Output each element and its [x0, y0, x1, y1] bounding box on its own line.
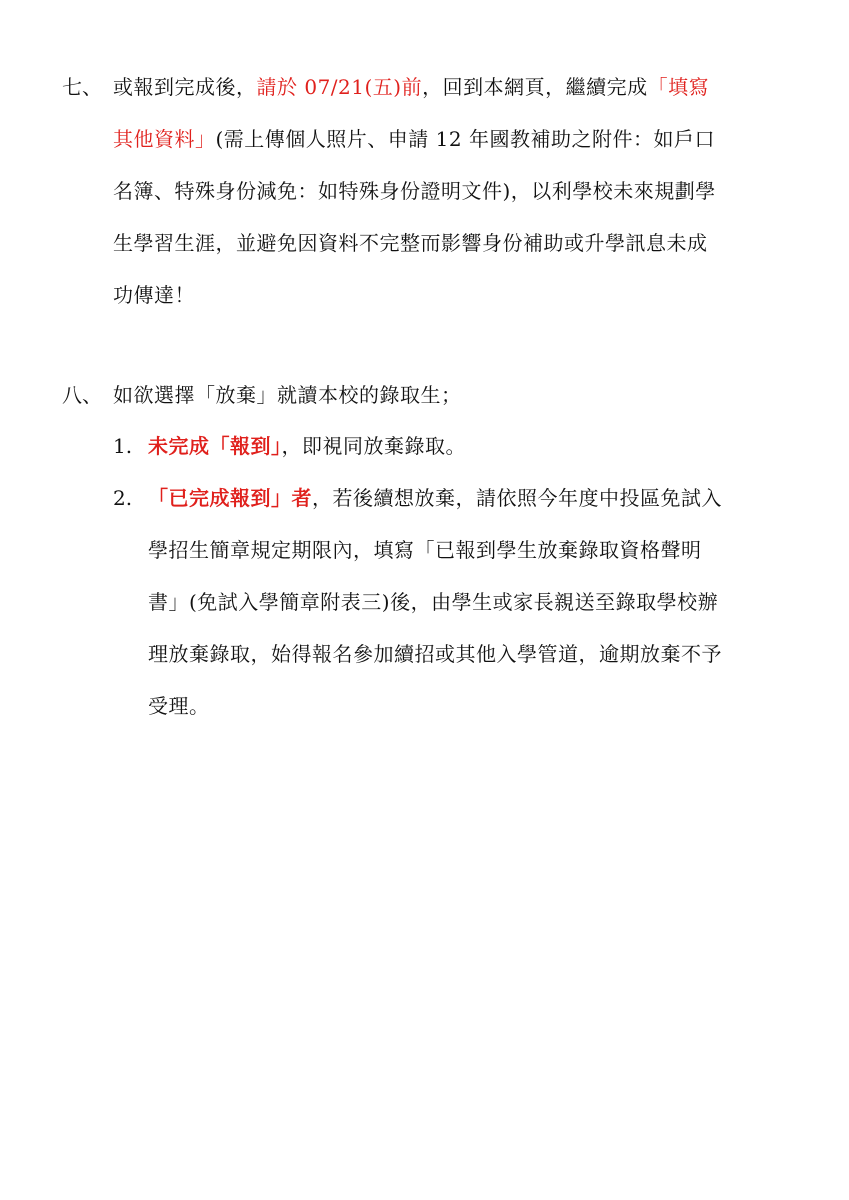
item-1-number: 1. — [113, 434, 133, 458]
item-2-line-2: 學招生簡章規定期限內，填寫「已報到學生放棄錄取資格聲明 — [148, 538, 702, 562]
not-reported-highlight: 未完成「報到」 — [148, 434, 282, 458]
text-segment: 或報到完成後， — [113, 75, 257, 99]
section-7-line-1 — [113, 73, 709, 101]
text-segment: ，若後續想放棄，請依照今年度中投區免試入 — [312, 486, 722, 510]
section-8-marker: 八、 — [62, 383, 102, 407]
fill-other-data-highlight-start: 「填寫 — [647, 75, 710, 99]
section-8-intro: 如欲選擇「放棄」就讀本校的錄取生； — [113, 383, 462, 407]
section-7-line-5: 功傳達！ — [113, 283, 195, 307]
item-2-line-4: 理放棄錄取，始得報名參加續招或其他入學管道，逾期放棄不予 — [148, 642, 722, 666]
section-7-line-2 — [113, 125, 715, 153]
item-2-line-3: 書」(免試入學簡章附表三)後，由學生或家長親送至錄取學校辦 — [148, 590, 719, 614]
text-segment: (需上傳個人照片、申請 12 年國教補助之附件：如戶口 — [215, 127, 715, 151]
section-7-marker: 七、 — [62, 75, 102, 99]
item-2-line-5: 受理。 — [148, 694, 210, 718]
section-7-line-4: 生學習生涯，並避免因資料不完整而影響身份補助或升學訊息未成 — [113, 231, 708, 255]
reported-highlight: 「已完成報到」者 — [148, 486, 312, 510]
text-segment: ，即視同放棄錄取。 — [281, 434, 466, 458]
item-2-number: 2. — [113, 486, 133, 510]
item-2-line-1 — [148, 484, 722, 512]
section-7-line-3: 名簿、特殊身份減免：如特殊身份證明文件)，以利學校未來規劃學 — [113, 179, 716, 203]
fill-other-data-highlight-end: 其他資料」 — [113, 127, 216, 151]
text-segment: ，回到本網頁，繼續完成 — [422, 75, 648, 99]
item-1-line — [148, 432, 466, 460]
deadline-highlight: 請於 07/21(五)前 — [256, 75, 423, 99]
